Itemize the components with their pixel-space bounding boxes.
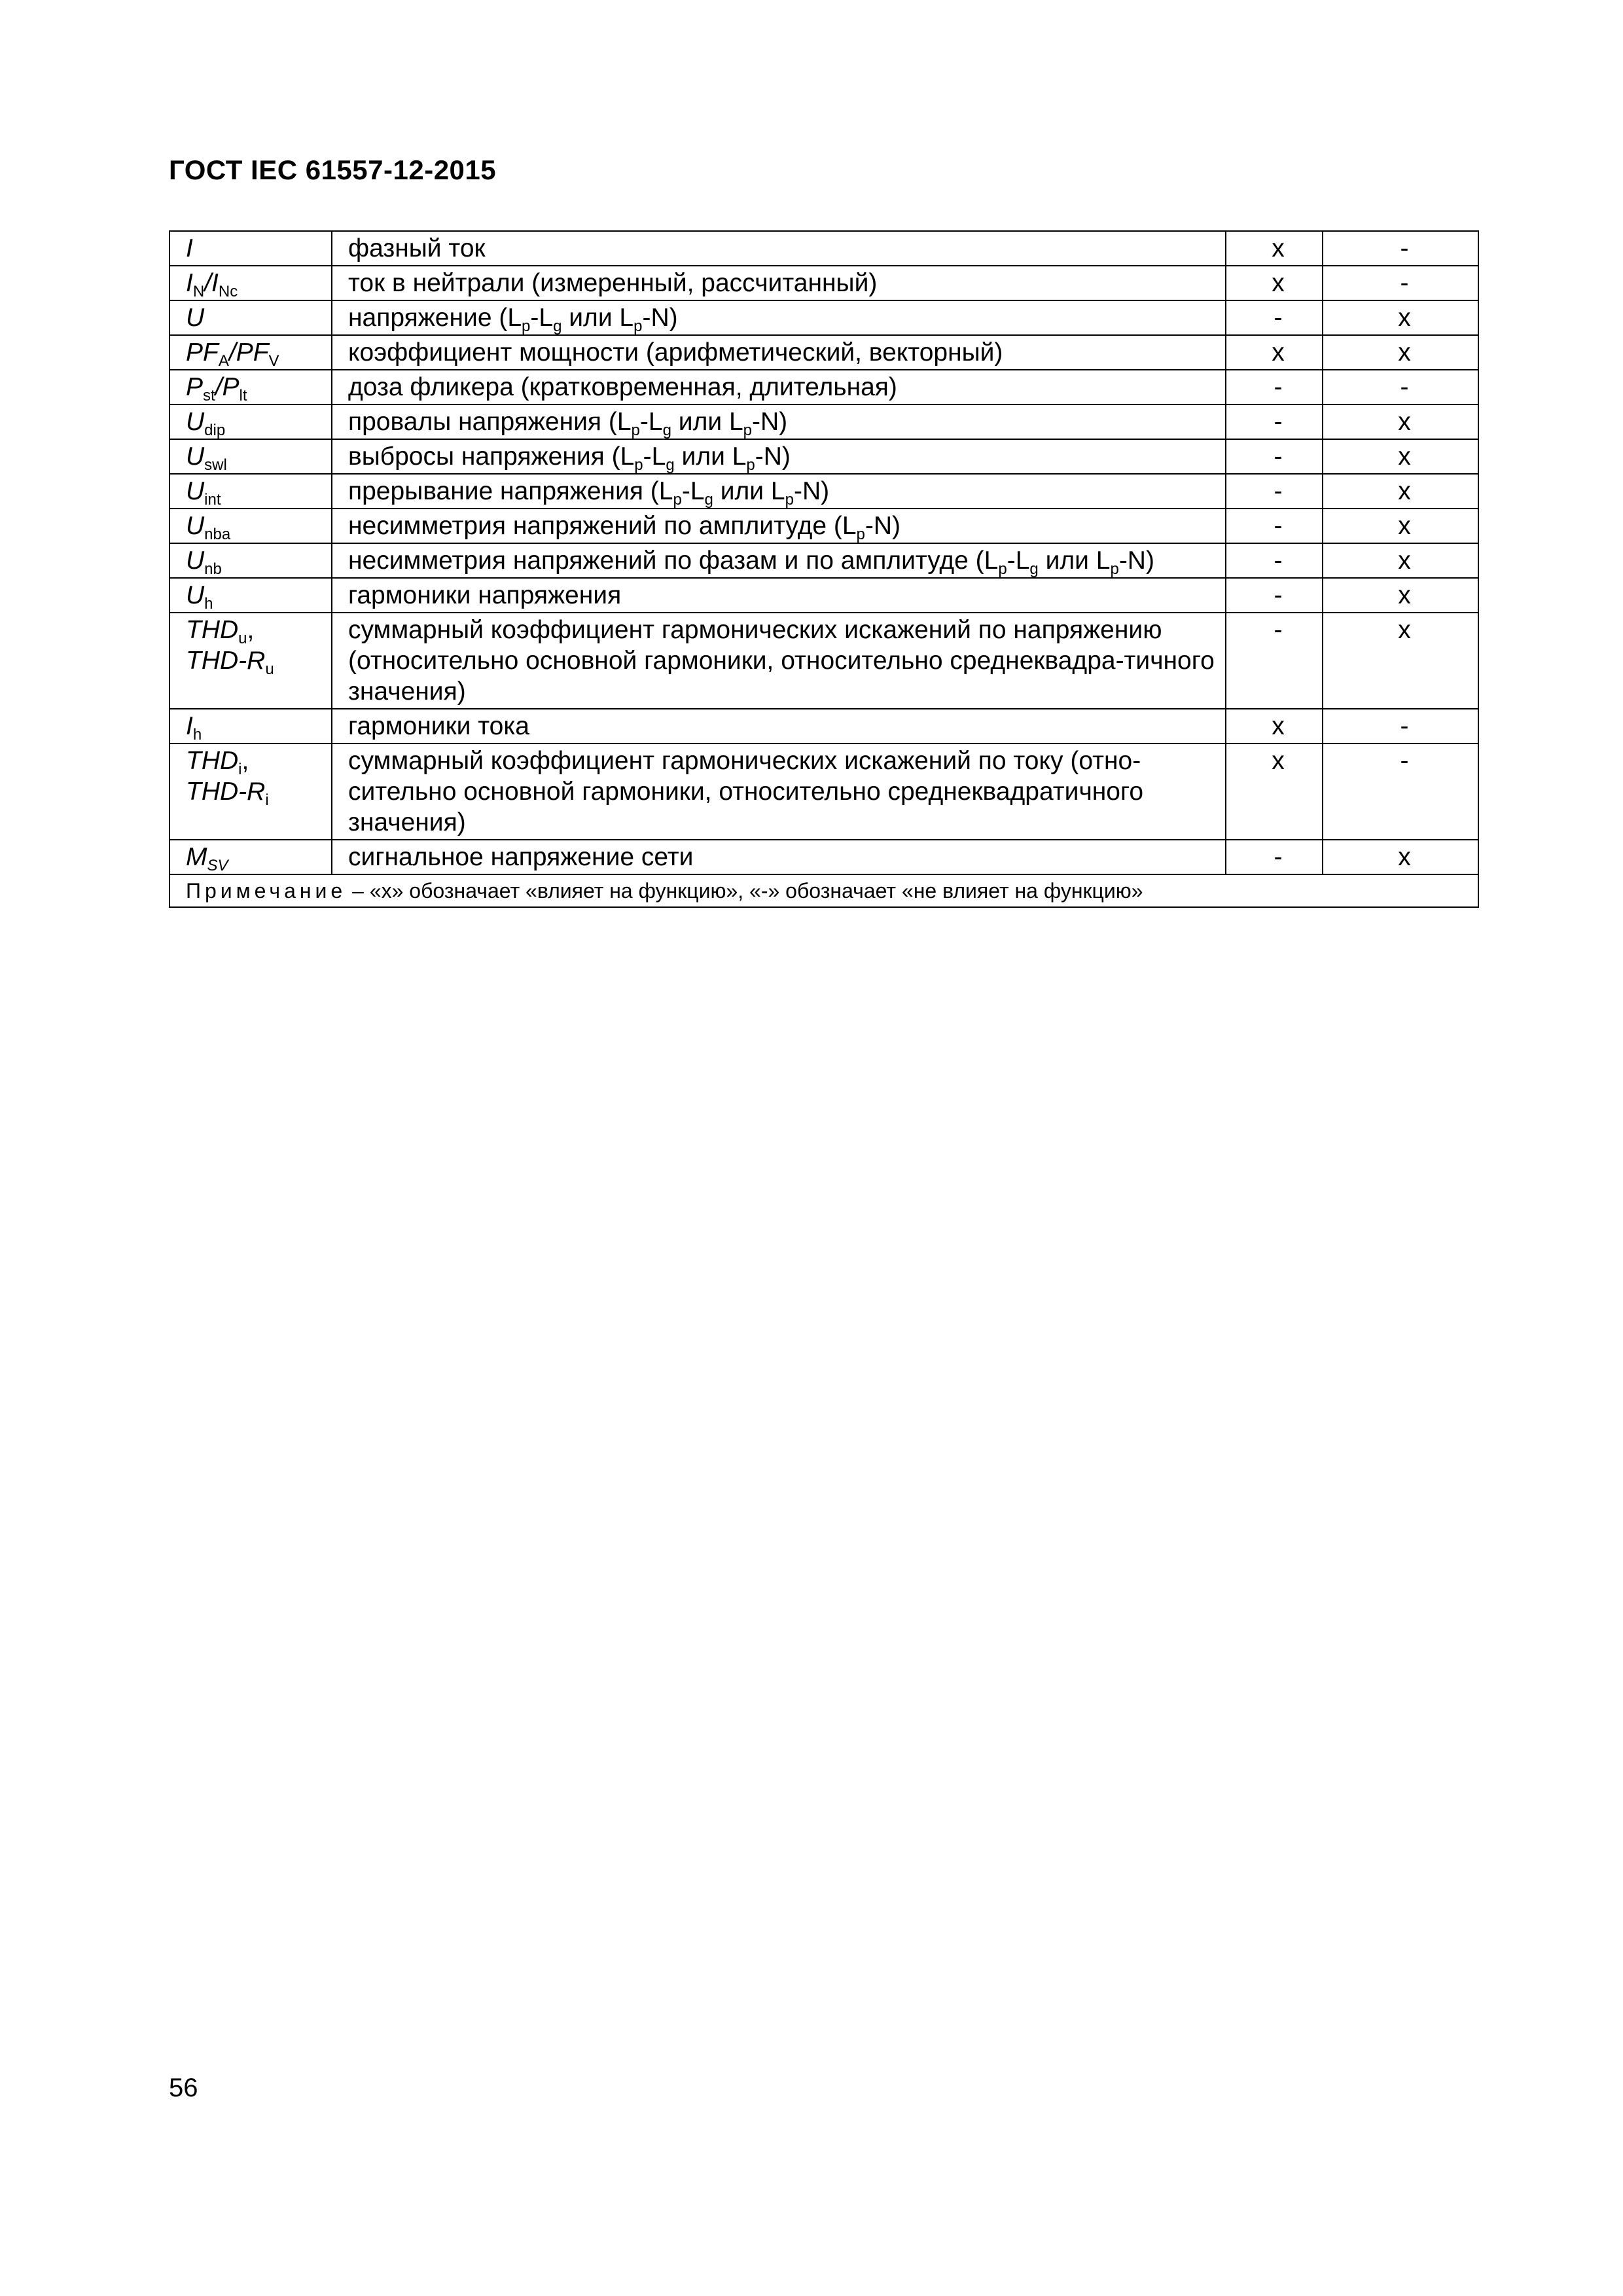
table-row: [169, 335, 1478, 370]
mark-cell-a: -: [1226, 370, 1323, 404]
note-label: Примечание: [186, 879, 347, 903]
mark-cell-b: x: [1323, 439, 1478, 474]
symbol-cell: $U_{swl}$: [169, 439, 332, 474]
description-cell: прерывание напряжения ($L_p-L_g$ или $L_p-N$): [332, 474, 1226, 509]
table-row: [169, 840, 1478, 874]
mark-cell-a: -: [1226, 578, 1323, 613]
page-number: 56: [169, 2073, 198, 2102]
mark-cell-a: -: [1226, 613, 1323, 709]
mark-cell-b: -: [1323, 744, 1478, 840]
symbol-cell: $U_{int}$: [169, 474, 332, 509]
description-cell: фазный ток: [332, 231, 1226, 266]
table-row: [169, 266, 1478, 300]
mark-cell-b: -: [1323, 231, 1478, 266]
mark-cell-b: x: [1323, 840, 1478, 874]
mark-cell-b: x: [1323, 300, 1478, 335]
description-cell: гармоники тока: [332, 709, 1226, 744]
table-row: [169, 439, 1478, 474]
symbol-cell: $PF_A/PF_V$: [169, 335, 332, 370]
table-row: [169, 404, 1478, 439]
table-row: [169, 370, 1478, 404]
mark-cell-b: x: [1323, 578, 1478, 613]
mark-cell-b: x: [1323, 335, 1478, 370]
description-cell: доза фликера (кратковременная, длительная): [332, 370, 1226, 404]
mark-cell-a: -: [1226, 840, 1323, 874]
symbol-cell: $U_{nba}$: [169, 509, 332, 543]
symbol-cell: $I_h$: [169, 709, 332, 744]
mark-cell-b: x: [1323, 613, 1478, 709]
table-note-row: [169, 874, 1478, 907]
symbol-cell: $U_{dip}$: [169, 404, 332, 439]
description-cell: коэффициент мощности (арифметический, векторный): [332, 335, 1226, 370]
table-row: [169, 474, 1478, 509]
description-cell: выбросы напряжения ($L_p-L_g$ или $L_p-N$): [332, 439, 1226, 474]
mark-cell-b: -: [1323, 266, 1478, 300]
mark-cell-b: x: [1323, 404, 1478, 439]
description-cell: суммарный коэффициент гармонических искажений по току (отно-сительно основной гармоники, относительно среднеквадратичного значения): [332, 744, 1226, 840]
description-cell: суммарный коэффициент гармонических искажений по напряжению (относительно основной гармоники, относительно среднеквадра-тичного значения): [332, 613, 1226, 709]
mark-cell-a: x: [1226, 709, 1323, 744]
symbol-cell: $U_h$: [169, 578, 332, 613]
mark-cell-a: -: [1226, 300, 1323, 335]
mark-cell-b: -: [1323, 370, 1478, 404]
functions-table: [169, 230, 1479, 908]
mark-cell-b: x: [1323, 543, 1478, 578]
symbol-cell: $THD_u$, THD-$R_u$: [169, 613, 332, 709]
description-cell: несимметрия напряжений по амплитуде $(L_p-N)$: [332, 509, 1226, 543]
symbol-cell: $I_N/I_{Nc}$: [169, 266, 332, 300]
table-row: [169, 613, 1478, 709]
table-row: [169, 543, 1478, 578]
symbol-cell: $M_{SV}$: [169, 840, 332, 874]
description-cell: сигнальное напряжение сети: [332, 840, 1226, 874]
mark-cell-a: -: [1226, 439, 1323, 474]
symbol-cell: I: [169, 231, 332, 266]
description-cell: ток в нейтрали (измеренный, рассчитанный): [332, 266, 1226, 300]
symbol-cell: $U_{nb}$: [169, 543, 332, 578]
table-row: [169, 744, 1478, 840]
mark-cell-a: x: [1226, 266, 1323, 300]
mark-cell-a: x: [1226, 744, 1323, 840]
mark-cell-b: x: [1323, 474, 1478, 509]
table-note: [169, 874, 1478, 907]
symbol-cell: $THD_i$, THD-$R_i$: [169, 744, 332, 840]
table-row: [169, 231, 1478, 266]
mark-cell-a: -: [1226, 474, 1323, 509]
mark-cell-a: -: [1226, 543, 1323, 578]
table-row: [169, 509, 1478, 543]
mark-cell-b: -: [1323, 709, 1478, 744]
table-row: [169, 300, 1478, 335]
mark-cell-a: x: [1226, 335, 1323, 370]
mark-cell-a: -: [1226, 509, 1323, 543]
description-cell: провалы напряжения ($L_p-L_g$ или $L_p-N$): [332, 404, 1226, 439]
mark-cell-a: -: [1226, 404, 1323, 439]
mark-cell-a: x: [1226, 231, 1323, 266]
symbol-cell: $P_{st}/P_{lt}$: [169, 370, 332, 404]
note-text: – «x» обозначает «влияет на функцию», «-» обозначает «не влияет на функцию»: [346, 879, 1143, 903]
description-cell: несимметрия напряжений по фазам и по амплитуде ($L_p-L_g$ или $L_p-N$): [332, 543, 1226, 578]
table-row: [169, 578, 1478, 613]
description-cell: напряжение ($L_p-L_g$ или $L_p-N$): [332, 300, 1226, 335]
mark-cell-b: x: [1323, 509, 1478, 543]
document-header: ГОСТ IEC 61557-12-2015: [169, 154, 497, 185]
table-row: [169, 709, 1478, 744]
description-cell: гармоники напряжения: [332, 578, 1226, 613]
symbol-cell: U: [169, 300, 332, 335]
